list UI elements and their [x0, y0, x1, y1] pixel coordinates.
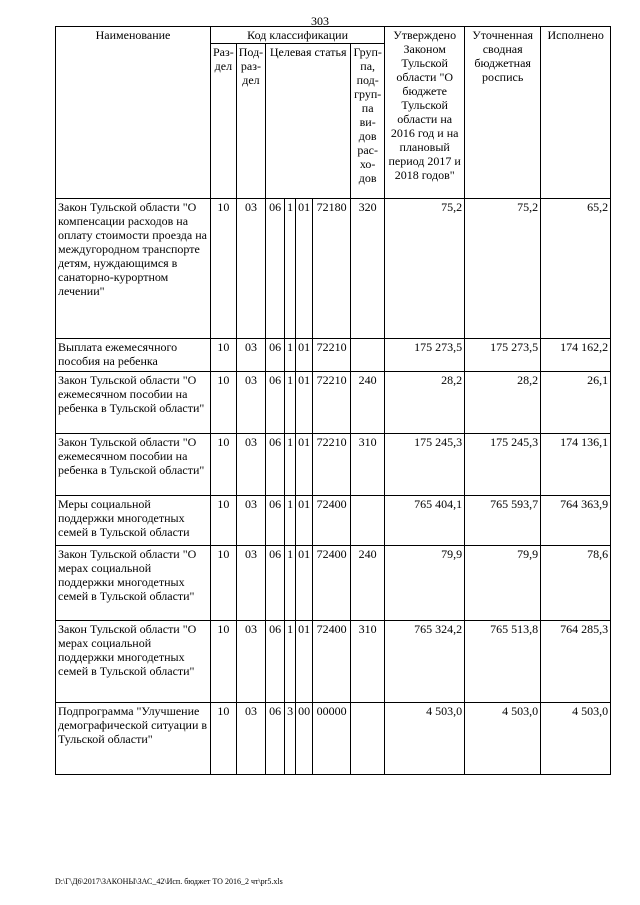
- row-refined: 75,2: [465, 199, 541, 339]
- row-target-direction: 72400: [313, 621, 351, 703]
- row-executed: 174 162,2: [541, 339, 611, 372]
- header-code-group: Код классификации: [211, 27, 385, 44]
- row-name: Подпрограмма "Улучшение демографической ситуации в Тульской области": [56, 703, 211, 775]
- row-approved: 765 404,1: [385, 496, 465, 546]
- row-name: Меры социальной поддержки многодетных семей в Тульской области: [56, 496, 211, 546]
- row-refined: 175 273,5: [465, 339, 541, 372]
- row-razdel: 10: [211, 703, 237, 775]
- table-row: [56, 199, 611, 339]
- row-razdel: 10: [211, 546, 237, 621]
- row-executed: 764 285,3: [541, 621, 611, 703]
- row-podrazdel: 03: [236, 496, 265, 546]
- table-row: [56, 703, 611, 775]
- row-target-event: 00: [296, 703, 313, 775]
- header-group: Груп-па, под-груп-па ви-дов рас-хо-дов: [351, 44, 385, 199]
- row-target-event: 01: [296, 339, 313, 372]
- row-target-direction: 72210: [313, 339, 351, 372]
- page-number: 303: [311, 14, 329, 28]
- row-target-program: 06: [266, 496, 285, 546]
- row-target-program: 06: [266, 372, 285, 434]
- row-target-direction: 72180: [313, 199, 351, 339]
- row-approved: 28,2: [385, 372, 465, 434]
- row-target-direction: 72210: [313, 372, 351, 434]
- row-approved: 765 324,2: [385, 621, 465, 703]
- row-approved: 4 503,0: [385, 703, 465, 775]
- row-name: Выплата ежемесячного пособия на ребенка: [56, 339, 211, 372]
- row-podrazdel: 03: [236, 372, 265, 434]
- header-executed: Исполнено: [541, 27, 611, 199]
- row-target-program: 06: [266, 339, 285, 372]
- row-executed: 26,1: [541, 372, 611, 434]
- row-name: Закон Тульской области "О ежемесячном пособии на ребенка в Тульской области": [56, 372, 211, 434]
- row-expense-group: [351, 339, 385, 372]
- row-executed: 65,2: [541, 199, 611, 339]
- row-name: Закон Тульской области "О мерах социальной поддержки многодетных семей в Тульской области": [56, 621, 211, 703]
- row-razdel: 10: [211, 434, 237, 496]
- file-path-footer: D:\Г\Д6\2017\ЗАКОНЫ\ЗАС_42\Исп. бюджет ТО 2016_2 чт\pr5.xls: [55, 877, 283, 886]
- row-target-direction: 72210: [313, 434, 351, 496]
- header-razdel: Раз-дел: [211, 44, 237, 199]
- row-refined: 175 245,3: [465, 434, 541, 496]
- table-row: [56, 372, 611, 434]
- row-refined: 765 593,7: [465, 496, 541, 546]
- row-target-event: 01: [296, 434, 313, 496]
- row-target-subprogram: 1: [285, 621, 296, 703]
- row-expense-group: 240: [351, 372, 385, 434]
- row-name: Закон Тульской области "О ежемесячном пособии на ребенка в Тульской области": [56, 434, 211, 496]
- row-target-event: 01: [296, 372, 313, 434]
- header-podrazdel: Под-раз-дел: [236, 44, 265, 199]
- row-podrazdel: 03: [236, 546, 265, 621]
- row-expense-group: 310: [351, 621, 385, 703]
- row-podrazdel: 03: [236, 621, 265, 703]
- row-podrazdel: 03: [236, 434, 265, 496]
- row-expense-group: 320: [351, 199, 385, 339]
- row-target-direction: 72400: [313, 496, 351, 546]
- row-podrazdel: 03: [236, 199, 265, 339]
- header-refined: Уточненная сводная бюджетная роспись: [465, 27, 541, 199]
- row-target-direction: 72400: [313, 546, 351, 621]
- row-target-program: 06: [266, 546, 285, 621]
- row-target-event: 01: [296, 496, 313, 546]
- table-row: [56, 546, 611, 621]
- row-expense-group: 310: [351, 434, 385, 496]
- row-name: Закон Тульской области "О мерах социальной поддержки многодетных семей в Тульской области": [56, 546, 211, 621]
- table-row: [56, 434, 611, 496]
- row-approved: 79,9: [385, 546, 465, 621]
- row-razdel: 10: [211, 199, 237, 339]
- row-target-subprogram: 1: [285, 434, 296, 496]
- row-refined: 765 513,8: [465, 621, 541, 703]
- row-target-event: 01: [296, 546, 313, 621]
- row-target-program: 06: [266, 621, 285, 703]
- row-approved: 175 273,5: [385, 339, 465, 372]
- row-target-subprogram: 1: [285, 372, 296, 434]
- row-razdel: 10: [211, 496, 237, 546]
- row-razdel: 10: [211, 621, 237, 703]
- row-expense-group: 240: [351, 546, 385, 621]
- header-name: Наименование: [56, 27, 211, 199]
- row-target-program: 06: [266, 199, 285, 339]
- row-executed: 764 363,9: [541, 496, 611, 546]
- row-target-subprogram: 1: [285, 199, 296, 339]
- row-target-subprogram: 1: [285, 339, 296, 372]
- row-target-subprogram: 3: [285, 703, 296, 775]
- table-row: [56, 621, 611, 703]
- row-expense-group: [351, 703, 385, 775]
- row-target-subprogram: 1: [285, 496, 296, 546]
- row-expense-group: [351, 496, 385, 546]
- row-podrazdel: 03: [236, 339, 265, 372]
- row-target-program: 06: [266, 434, 285, 496]
- table-row: [56, 496, 611, 546]
- header-target: Целевая статья: [266, 44, 351, 199]
- row-razdel: 10: [211, 372, 237, 434]
- row-razdel: 10: [211, 339, 237, 372]
- row-target-direction: 00000: [313, 703, 351, 775]
- row-target-event: 01: [296, 621, 313, 703]
- row-podrazdel: 03: [236, 703, 265, 775]
- header-approved: Утверждено Законом Тульской области "О бюджете Тульской области на 2016 год и на плановый период 2017 и 2018 годов": [385, 27, 465, 199]
- budget-table: [55, 26, 611, 775]
- row-executed: 78,6: [541, 546, 611, 621]
- row-refined: 79,9: [465, 546, 541, 621]
- row-refined: 28,2: [465, 372, 541, 434]
- row-refined: 4 503,0: [465, 703, 541, 775]
- table-row: [56, 339, 611, 372]
- row-name: Закон Тульской области "О компенсации расходов на оплату стоимости проезда на междугородном транспорте детям, нуждающимся в санаторно-курортном лечении": [56, 199, 211, 339]
- row-target-program: 06: [266, 703, 285, 775]
- row-approved: 75,2: [385, 199, 465, 339]
- row-target-subprogram: 1: [285, 546, 296, 621]
- row-executed: 174 136,1: [541, 434, 611, 496]
- row-target-event: 01: [296, 199, 313, 339]
- row-approved: 175 245,3: [385, 434, 465, 496]
- row-executed: 4 503,0: [541, 703, 611, 775]
